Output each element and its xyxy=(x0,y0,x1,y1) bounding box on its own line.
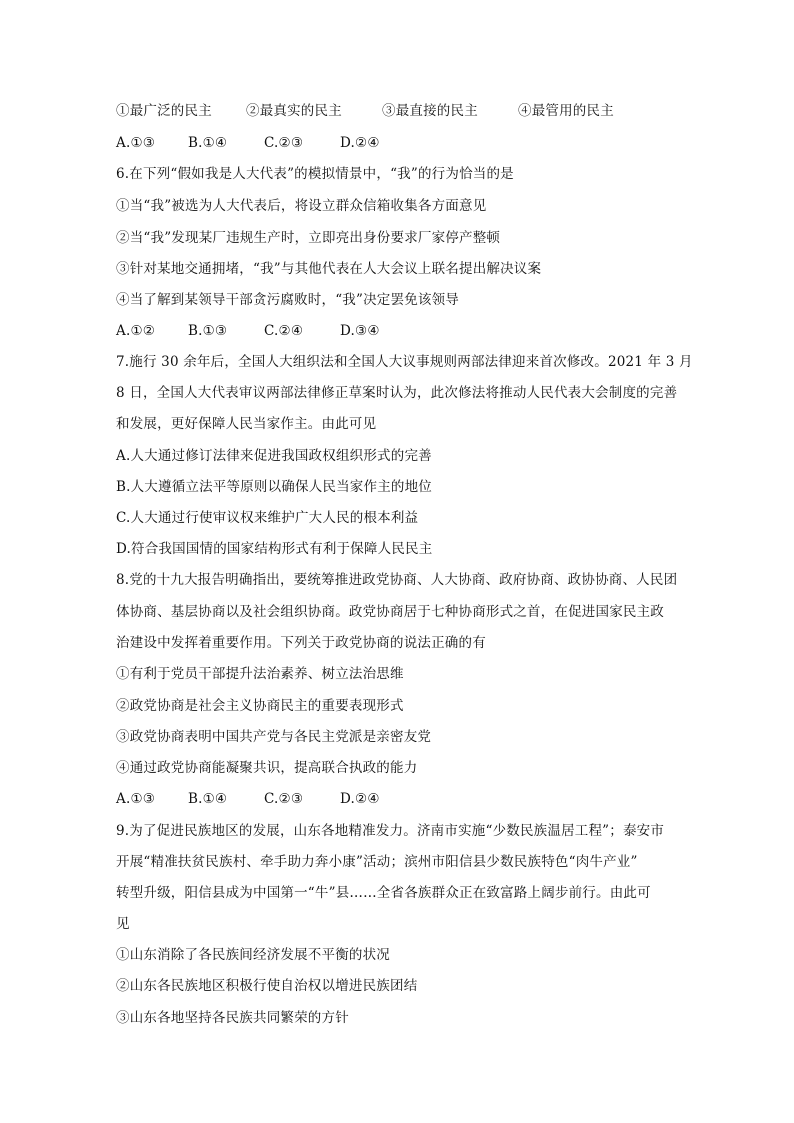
q5-option-4: ④最管用的民主 xyxy=(518,103,614,119)
q7-stem-line-2: 8 日，全国人大代表审议两部法律修正草案时认为，此次修法将推动人民代表大会制度的完善 xyxy=(116,385,678,401)
q9-stem-line-2: 开展“精准扶贫民族村、牵手助力奔小康”活动；滨州市阳信县少数民族特色“肉牛产业” xyxy=(116,854,638,870)
q8-item-4: ④通过政党协商能凝聚共识，提高联合执政的能力 xyxy=(116,760,418,776)
q8-item-2: ②政党协商是社会主义协商民主的重要表现形式 xyxy=(116,698,404,714)
q6-item-4: ④当了解到某领导干部贪污腐败时，“我”决定罢免该领导 xyxy=(116,292,460,308)
q5-answer-c: C.②③ xyxy=(264,135,304,151)
q6-answer-c: C.②④ xyxy=(264,323,304,339)
q6-stem: 6.在下列“假如我是人大代表”的模拟情景中，“我”的行为恰当的是 xyxy=(116,166,514,182)
q5-answer-a: A.①③ xyxy=(116,135,156,151)
q7-stem-line-3: 和发展，更好保障人民当家作主。由此可见 xyxy=(116,416,377,432)
q8-stem-line-1: 8.党的十九大报告明确指出，要统筹推进政党协商、人大协商、政府协商、政协协商、人民团 xyxy=(116,572,678,588)
q5-options-row xyxy=(116,101,614,121)
q5-option-1: ①最广泛的民主 xyxy=(116,103,212,119)
q7-choice-c: C.人大通过行使审议权来维护广大人民的根本利益 xyxy=(116,510,419,526)
q8-stem-line-2: 体协商、基层协商以及社会组织协商。政党协商居于七种协商形式之首，在促进国家民主政 xyxy=(116,604,664,620)
q5-answers-row xyxy=(116,133,380,153)
q7-stem-line-1: 7.施行 30 余年后，全国人大组织法和全国人大议事规则两部法律迎来首次修改。2021 年 3 月 xyxy=(116,354,693,370)
q5-answer-d: D.②④ xyxy=(340,135,380,151)
q7-choice-a: A.人大通过修订法律来促进我国政权组织形式的完善 xyxy=(116,448,432,464)
q9-item-3: ③山东各地坚持各民族共同繁荣的方针 xyxy=(116,1010,349,1026)
q8-answer-b: B.①④ xyxy=(188,791,228,807)
q5-option-3: ③最直接的民主 xyxy=(382,103,478,119)
q8-answer-a: A.①③ xyxy=(116,791,156,807)
q8-answer-c: C.②③ xyxy=(264,791,304,807)
q8-item-1: ①有利于党员干部提升法治素养、树立法治思维 xyxy=(116,666,404,682)
q9-stem-line-1: 9.为了促进民族地区的发展，山东各地精准发力。济南市实施“少数民族温居工程”；泰安市 xyxy=(116,823,665,839)
q6-answer-b: B.①③ xyxy=(188,323,228,339)
q9-stem-line-4: 见 xyxy=(116,916,130,932)
q9-stem-line-3: 转型升级，阳信县成为中国第一“牛”县……全省各族群众正在致富路上阔步前行。由此可 xyxy=(116,885,651,901)
q6-answers-row xyxy=(116,321,380,341)
q8-answers-row xyxy=(116,789,380,809)
q6-item-1: ①当“我”被选为人大代表后，将设立群众信箱收集各方面意见 xyxy=(116,198,487,214)
q7-choice-b: B.人大遵循立法平等原则以确保人民当家作主的地位 xyxy=(116,479,433,495)
q5-answer-b: B.①④ xyxy=(188,135,228,151)
q5-option-2: ②最真实的民主 xyxy=(246,103,342,119)
q6-answer-d: D.③④ xyxy=(340,323,380,339)
q6-item-2: ②当“我”发现某厂违规生产时，立即亮出身份要求厂家停产整顿 xyxy=(116,230,501,246)
q8-answer-d: D.②④ xyxy=(340,791,380,807)
q9-item-1: ①山东消除了各民族间经济发展不平衡的状况 xyxy=(116,947,390,963)
q6-answer-a: A.①② xyxy=(116,323,156,339)
q7-choice-d: D.符合我国国情的国家结构形式有利于保障人民民主 xyxy=(116,541,433,557)
q8-item-3: ③政党协商表明中国共产党与各民主党派是亲密友党 xyxy=(116,729,432,745)
q8-stem-line-3: 治建设中发挥着重要作用。下列关于政党协商的说法正确的有 xyxy=(116,635,486,651)
q9-item-2: ②山东各民族地区积极行使自治权以增进民族团结 xyxy=(116,978,418,994)
q6-item-3: ③针对某地交通拥堵，“我”与其他代表在人大会议上联名提出解决议案 xyxy=(116,261,542,277)
